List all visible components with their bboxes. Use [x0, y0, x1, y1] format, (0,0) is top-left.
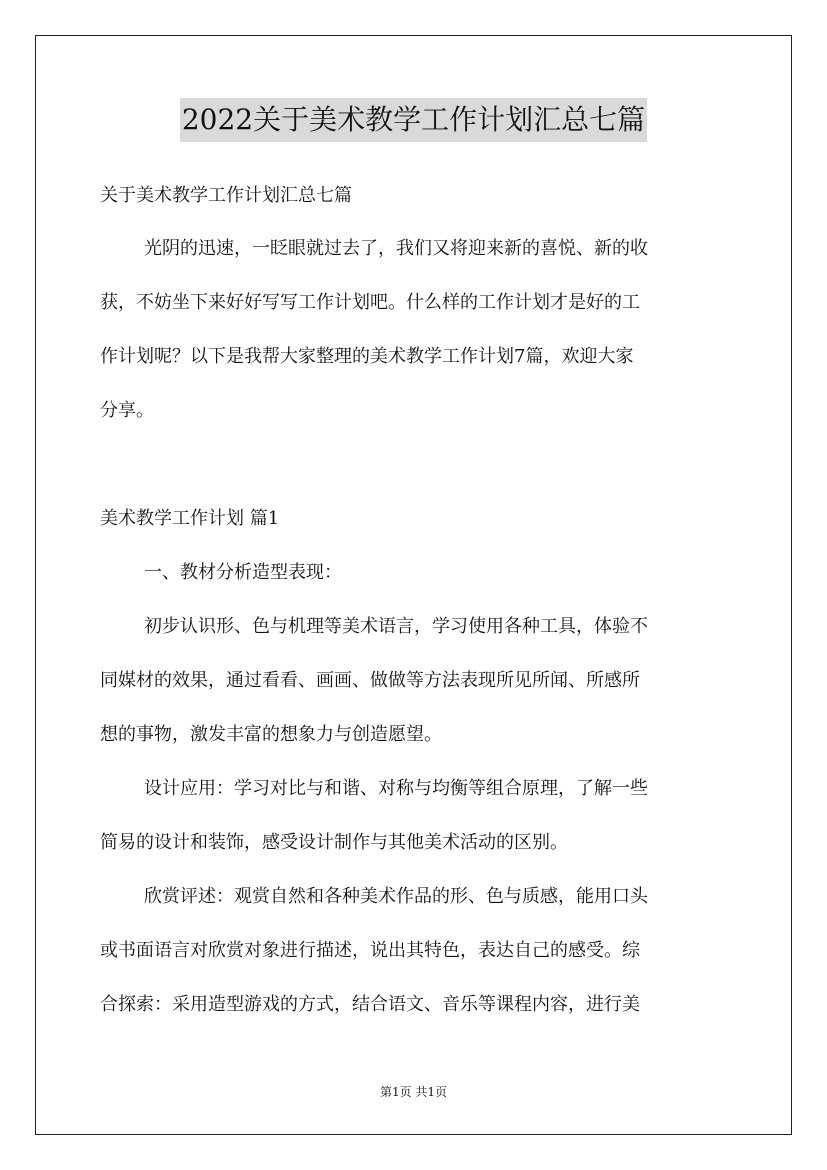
- intro-line-3: 作计划呢？以下是我帮大家整理的美术教学工作计划7篇，欢迎大家: [100, 346, 634, 367]
- intro-line-1: 光阴的迅速，一眨眼就过去了，我们又将迎来新的喜悦、新的收: [144, 238, 648, 259]
- intro-line-4: 分享。: [100, 400, 154, 421]
- para2-line-2: 简易的设计和装饰，感受设计制作与其他美术活动的区别。: [100, 832, 568, 853]
- title-container: [0, 98, 827, 142]
- document-title: 2022关于美术教学工作计划汇总七篇: [180, 98, 647, 142]
- para1-line-3: 想的事物，激发丰富的想象力与创造愿望。: [100, 724, 442, 745]
- para1-line-1: 初步认识形、色与机理等美术语言，学习使用各种工具，体验不: [144, 616, 648, 637]
- intro-line-2: 获，不妨坐下来好好写写工作计划吧。什么样的工作计划才是好的工: [100, 292, 640, 313]
- para3-line-3: 合探索：采用造型游戏的方式，结合语文、音乐等课程内容，进行美: [100, 994, 640, 1015]
- section-heading: 美术教学工作计划 篇1: [100, 508, 280, 529]
- section-subheading: 一、教材分析造型表现：: [144, 562, 342, 583]
- para3-line-2: 或书面语言对欣赏对象进行描述，说出其特色，表达自己的感受。综: [100, 940, 640, 961]
- page-footer: 第1页 共1页: [379, 1085, 448, 1099]
- para2-line-1: 设计应用：学习对比与和谐、对称与均衡等组合原理，了解一些: [144, 778, 648, 799]
- para1-line-2: 同媒材的效果，通过看看、画画、做做等方法表现所见所闻、所感所: [100, 670, 640, 691]
- document-subtitle: 关于美术教学工作计划汇总七篇: [100, 185, 352, 206]
- para3-line-1: 欣赏评述：观赏自然和各种美术作品的形、色与质感，能用口头: [144, 886, 648, 907]
